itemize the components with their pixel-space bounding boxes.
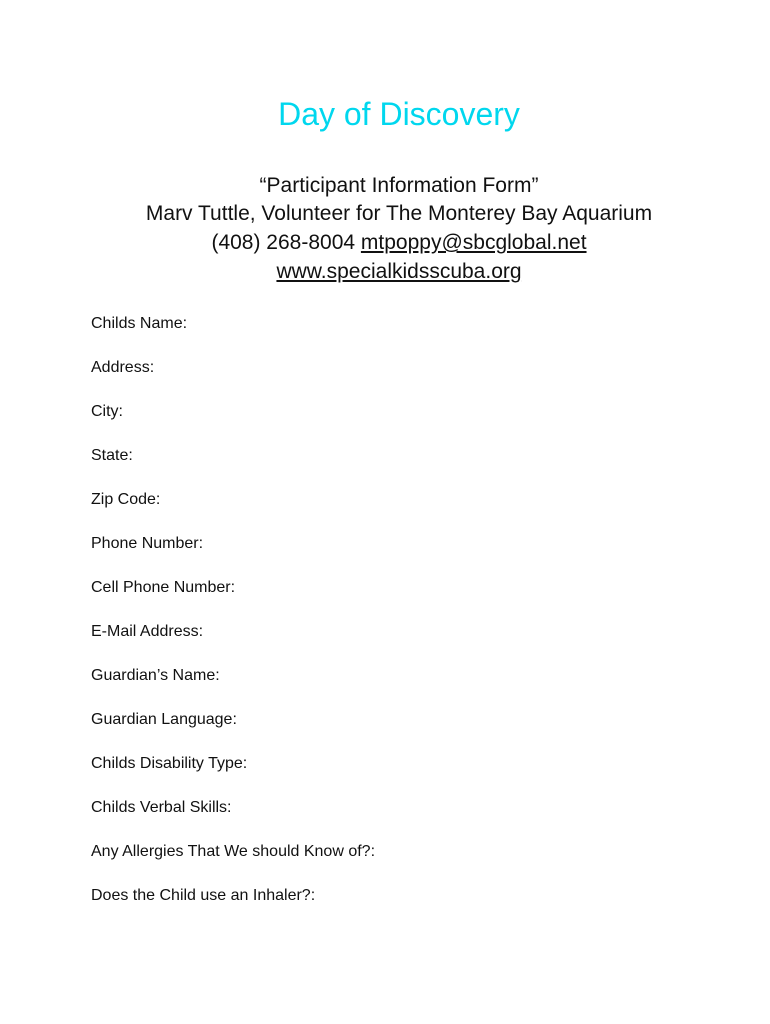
contact-line: Marv Tuttle, Volunteer for The Monterey Bay Aquarium [145,202,653,225]
field-label-email-address: E-Mail Address: [91,623,204,640]
field-label-allergies: Any Allergies That We should Know of?: [91,843,376,860]
email-link[interactable]: mtpoppy@sbcglobal.net [360,231,587,254]
field-label-guardians-name: Guardian’s Name: [91,667,220,684]
field-label-inhaler: Does the Child use an Inhaler?: [91,887,316,904]
field-label-childs-name: Childs Name: [91,315,188,332]
website-link[interactable]: www.specialkidsscuba.org [276,260,522,283]
field-label-address: Address: [91,359,155,376]
field-label-cell-phone-number: Cell Phone Number: [91,579,236,596]
field-label-phone-number: Phone Number: [91,535,204,552]
form-fields [91,312,375,928]
phone-number: (408) 268-8004 [211,231,356,254]
field-label-city: City: [91,403,123,420]
website-line [0,259,770,285]
field-label-guardian-language: Guardian Language: [91,711,237,728]
field-label-zip-code: Zip Code: [91,491,161,508]
phone-email-line [0,230,770,256]
field-label-state: State: [91,447,133,464]
field-label-verbal-skills: Childs Verbal Skills: [91,799,232,816]
form-title: Day of Discovery [278,96,520,132]
form-subtitle: “Participant Information Form” [259,174,539,197]
field-label-disability-type: Childs Disability Type: [91,755,248,772]
